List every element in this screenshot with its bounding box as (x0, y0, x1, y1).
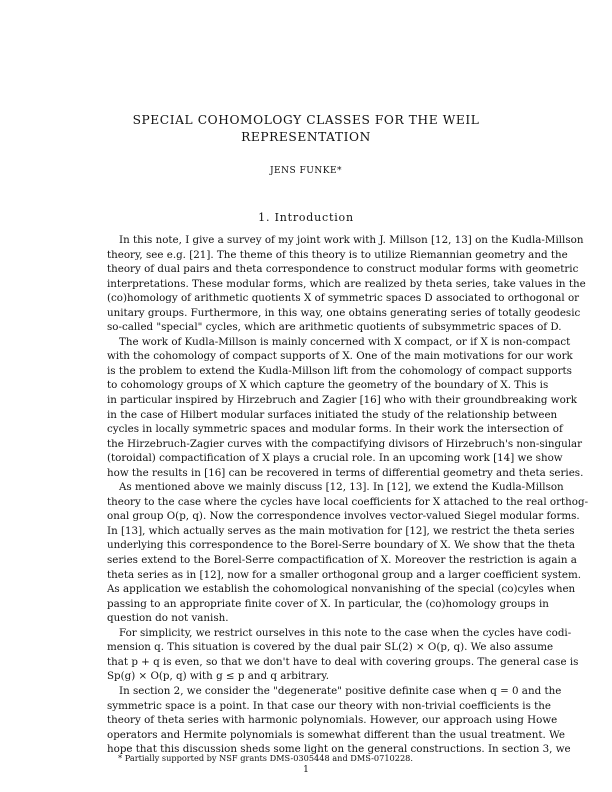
paragraph (107, 626, 579, 684)
text-line: in the case of Hilbert modular surfaces initiated the study of the relationship between (107, 408, 558, 421)
text-line: passing to an appropriate finite cover of X. In particular, the (co)homology groups in (107, 597, 549, 610)
text-line: how the results in [16] can be recovered in terms of differential geometry and theta series. (107, 466, 584, 479)
text-line: underlying this correspondence to the Borel-Serre boundary of X. We show that the theta (107, 539, 575, 552)
text-line: onal group O(p, q). Now the correspondence involves vector-valued Siegel modular forms. (107, 510, 580, 523)
text-line: in particular inspired by Hirzebruch and Zagier [16] who with their groundbreaking work (107, 394, 577, 407)
text-line: interpretations. These modular forms, which are realized by theta series, take values in the (107, 277, 586, 290)
text-line: operators and Hermite polynomials is somewhat different than the usual treatment. We (107, 728, 565, 741)
text-line: the Hirzebruch-Zagier curves with the compactifying divisors of Hirzebruch's non-singular (107, 437, 583, 450)
text-line: symmetric space is a point. In that case our theory with non-trivial coefficients is the (107, 699, 551, 712)
text-line: As mentioned above we mainly discuss [12, 13]. In [12], we extend the Kudla-Millson (119, 481, 564, 494)
text-line: mension q. This situation is covered by the dual pair SL(2) × O(p, q). We also assume (107, 641, 554, 654)
text-line: hope that this discussion sheds some light on the general constructions. In section 3, we (107, 743, 571, 756)
text-line: (co)homology of arithmetic quotients X of symmetric spaces D associated to orthogonal or (107, 292, 580, 305)
text-line: In this note, I give a survey of my joint work with J. Millson [12, 13] on the Kudla-Millson (119, 234, 584, 246)
text-line: that p + q is even, so that we don't have to deal with covering groups. The general case is (107, 655, 579, 668)
paragraph (107, 480, 589, 625)
text-line: with the cohomology of compact supports of X. One of the main motivations for our work (107, 350, 573, 363)
paper-body (107, 233, 589, 757)
text-line: theory to the case where the cycles have local coefficients for X attached to the real orthog- (107, 495, 589, 508)
text-line: The work of Kudla-Millson is mainly concerned with X compact, or if X is non-compact (119, 335, 571, 348)
text-line: In section 2, we consider the "degenerate" positive definite case when q = 0 and the (119, 684, 562, 697)
text-line: theta series as in [12], now for a smaller orthogonal group and a larger coefficient system. (107, 568, 582, 581)
text-line: so-called "special" cycles, which are arithmetic quotients of subsymmetric spaces of D. (107, 321, 562, 334)
text-line: cycles in locally symmetric spaces and modular forms. In their work the intersection of (107, 423, 563, 436)
text-line: (toroidal) compactification of X plays a crucial role. In an upcoming work [14] we show (107, 452, 563, 465)
text-line: question do not vanish. (107, 612, 229, 625)
section-heading: 1. Introduction (258, 211, 354, 224)
page-number: 1 (303, 765, 309, 775)
text-line: unitary groups. Furthermore, in this way, one obtains generating series of totally geodesic (107, 306, 581, 319)
footnote: * Partially supported by NSF grants DMS-0305448 and DMS-0710228. (118, 753, 413, 763)
text-line: series extend to the Borel-Serre compactification of X. Moreover the restriction is again a (107, 554, 577, 567)
text-line: theory, see e.g. [21]. The theme of this theory is to utilize Riemannian geometry and the (107, 248, 568, 261)
text-line: As application we establish the cohomological nonvanishing of the special (co)cyles when (107, 583, 576, 596)
text-line: theory of dual pairs and theta correspondence to construct modular forms with geometric (107, 263, 579, 276)
paragraph (107, 233, 586, 335)
paragraph (107, 335, 584, 480)
text-line: is the problem to extend the Kudla-Millson lift from the cohomology of compact supports (107, 364, 572, 377)
text-line: Sp(g) × O(p, q) with g ≤ p and q arbitrary. (107, 670, 329, 683)
text-line: theory of theta series with harmonic polynomials. However, our approach using Howe (107, 714, 558, 727)
paper-author: JENS FUNKE* (269, 166, 343, 176)
text-line: For simplicity, we restrict ourselves in this note to the case when the cycles have codi- (119, 626, 572, 639)
text-line: In [13], which actually serves as the main motivation for [12], we restrict the theta series (107, 524, 575, 537)
paper-title: SPECIAL COHOMOLOGY CLASSES FOR THE WEIL REPRESENTATION (132, 113, 480, 144)
text-line: to cohomology groups of X which capture the geometry of the boundary of X. This is (107, 379, 549, 392)
paragraph (107, 684, 571, 757)
